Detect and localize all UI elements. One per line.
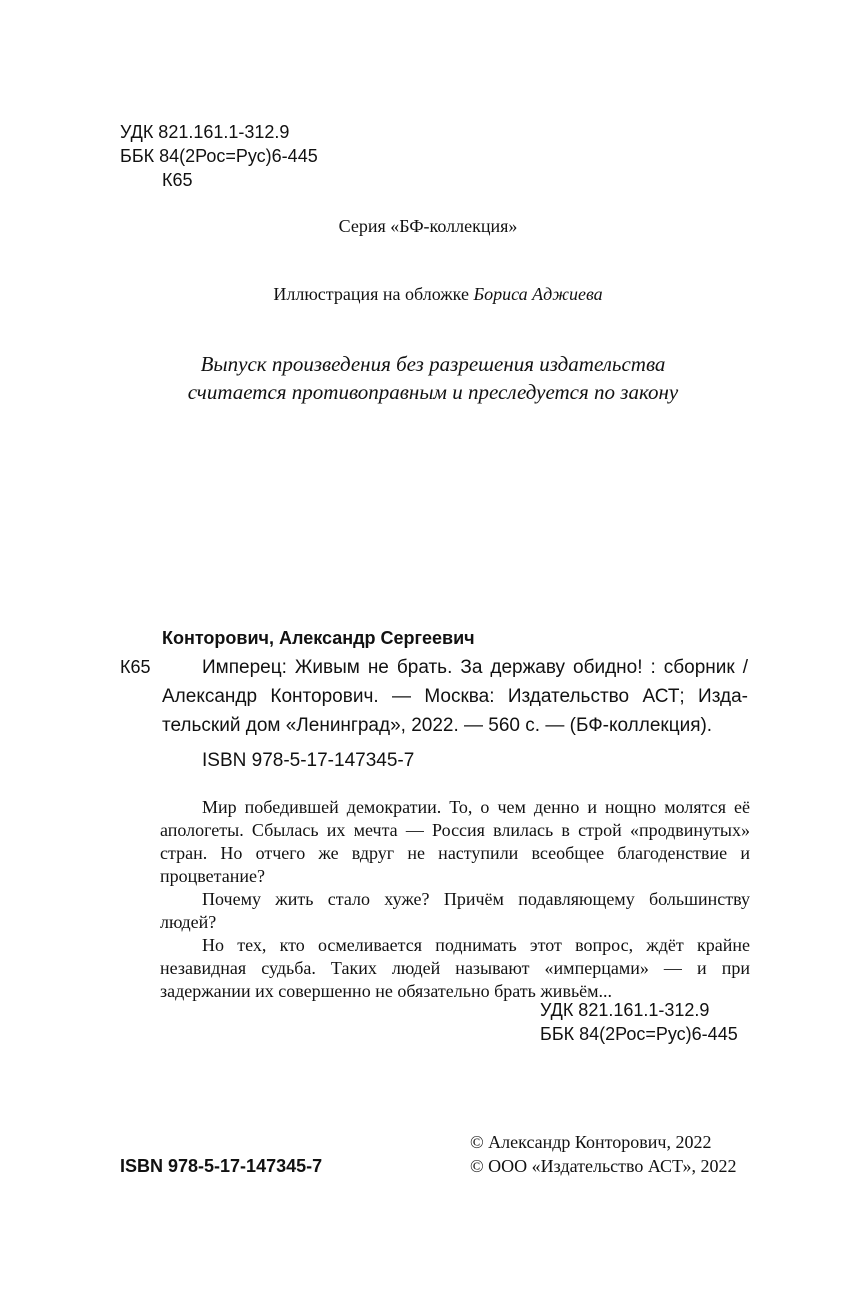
isbn-bottom: ISBN 978-5-17-147345-7 (120, 1156, 323, 1176)
illustration-credit (0, 284, 844, 305)
classification-block-top (120, 120, 318, 192)
annotation-paragraph-1: Мир победившей демократии. То, о чем денно и нощно молятся её апологеты. Сбылась их мечта — Россия влилась в строй «продвинутых» стран. Но отчего же вдруг не наступили всеобщее благоденствие и процветание? (160, 797, 750, 886)
illustration-artist: Бориса Аджиева (473, 284, 603, 304)
annotation-paragraph-2: Почему жить стало хуже? Причём подавляющему большинству людей? (160, 889, 750, 932)
legal-notice-line-1: Выпуск произведения без разрешения издательства (200, 352, 666, 376)
copyright-block (470, 1130, 737, 1178)
bbk-code: ББК 84(2Рос=Рус)6-445 (120, 146, 318, 166)
classification-block-bottom (540, 998, 738, 1046)
legal-notice-line-2: считается противоправным и преследуется по закону (187, 380, 679, 404)
illustration-label: Иллюстрация на обложке (273, 284, 469, 304)
isbn-middle: ISBN 978-5-17-147345-7 (202, 750, 415, 771)
series-title: Серия «БФ-коллекция» (338, 216, 518, 236)
bibliographic-description (162, 653, 748, 740)
udk-code: УДК 821.161.1-312.9 (120, 122, 290, 142)
annotation (160, 796, 750, 1003)
bibliographic-line-1: Имперец: Живым не брать. За державу обидно! : сборник / (202, 657, 748, 678)
bibliographic-line-2: Александр Конторович. — Москва: Издательство АСТ; Изда- (162, 686, 748, 707)
author-mark: К65 (162, 170, 193, 190)
copyright-author: © Александр Конторович, 2022 (470, 1132, 712, 1152)
bbk-code-bottom: ББК 84(2Рос=Рус)6-445 (540, 1024, 738, 1044)
copyright-publisher: © ООО «Издательство АСТ», 2022 (470, 1156, 737, 1176)
bibliographic-line-3: тельский дом «Ленинград», 2022. — 560 с. — (БФ-коллекция). (162, 715, 713, 736)
annotation-paragraph-3: Но тех, кто осмеливается поднимать этот вопрос, ждёт крайне незавидная судьба. Таких людей называют «имперцами» — и при задержании их совершенно не обязательно брать живьём... (160, 935, 750, 1001)
bibliographic-record (120, 624, 748, 740)
bibliographic-author: Конторович, Александр Сергеевич (162, 628, 475, 648)
udk-code-bottom: УДК 821.161.1-312.9 (540, 1000, 710, 1020)
bibliographic-entry (120, 653, 748, 740)
legal-notice (0, 350, 844, 406)
bibliographic-author-mark: К65 (120, 657, 151, 677)
